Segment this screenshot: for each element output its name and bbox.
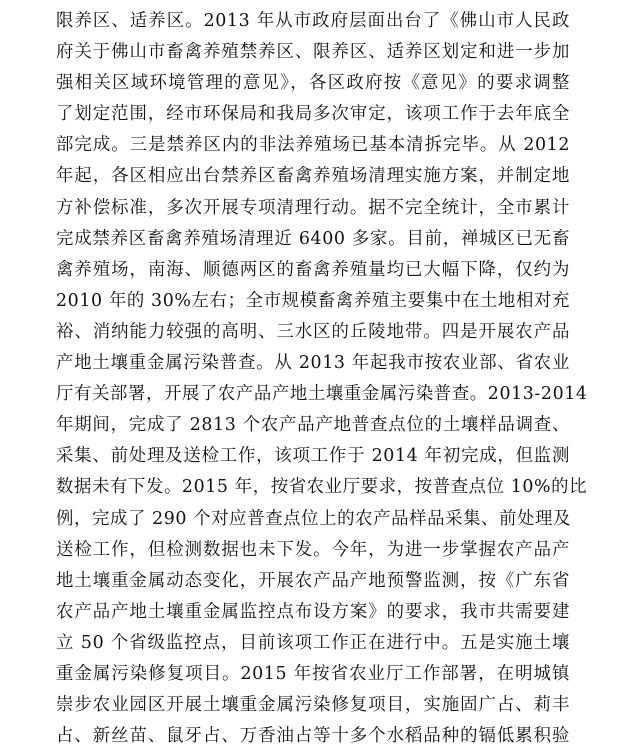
text-line: 例，完成了 290 个对应普查点位上的农产品样品采集、前处理及: [56, 508, 572, 529]
text-line: 采集、前处理及送检工作，该项工作于 2014 年初完成，但监测: [56, 446, 570, 467]
text-line: 地土壤重金属动态变化，开展农产品产地预警监测，按《广东省: [56, 570, 570, 591]
text-line: 立 50 个省级监控点，目前该项工作正在进行中。五是实施土壤: [56, 632, 570, 653]
text-line: 2010 年的 30%左右；全市规模畜禽养殖主要集中在土地相对充: [56, 290, 570, 311]
text-line: 占、新丝苗、鼠牙占、万香油占等十多个水稻品种的镉低累积验: [56, 726, 570, 747]
text-line: 方补偿标准，多次开展专项清理行动。据不完全统计，全市累计: [56, 197, 570, 218]
text-line: 年起，各区相应出台禁养区畜禽养殖场清理实施方案，并制定地: [56, 166, 570, 187]
text-line: 年期间，完成了 2813 个农产品产地普查点位的土壤样品调查、: [56, 415, 570, 436]
text-line: 限养区、适养区。2013 年从市政府层面出台了《佛山市人民政: [56, 11, 570, 31]
text-line: 部完成。三是禁养区内的非法养殖场已基本清拆完毕。从 2012: [56, 135, 570, 156]
body-text: [56, 6, 588, 752]
text-line: 强相关区域环境管理的意见》，各区政府按《意见》的要求调整: [56, 73, 570, 94]
text-line: 完成禁养区畜禽养殖场清理近 6400 多家。目前，禅城区已无畜: [56, 228, 570, 249]
text-line: 厅有关部署，开展了农产品产地土壤重金属污染普查。2013-2014: [56, 384, 588, 405]
text-line: 府关于佛山市畜禽养殖禁养区、限养区、适养区划定和进一步加: [56, 42, 570, 63]
text-line: 送检工作，但检测数据也未下发。今年，为进一步掌握农产品产: [56, 539, 570, 560]
text-line: 农产品产地土壤重金属监控点布设方案》的要求，我市共需要建: [56, 601, 570, 622]
text-line: 重金属污染修复项目。2015 年按省农业厅工作部署，在明城镇: [56, 663, 570, 684]
text-line: 崇步农业园区开展土壤重金属污染修复项目，实施固广占、莉丰: [56, 695, 570, 716]
text-line: 禽养殖场，南海、顺德两区的畜禽养殖量均已大幅下降，仅约为: [56, 259, 570, 280]
text-line: 数据未有下发。2015 年，按省农业厅要求，按普查点位 10%的比: [56, 477, 588, 498]
text-line: 裕、消纳能力较强的高明、三水区的丘陵地带。四是开展农产品: [56, 321, 570, 342]
text-line: 了划定范围，经市环保局和我局多次审定，该项工作于去年底全: [56, 104, 570, 125]
text-line: 产地土壤重金属污染普查。从 2013 年起我市按农业部、省农业: [56, 353, 570, 374]
